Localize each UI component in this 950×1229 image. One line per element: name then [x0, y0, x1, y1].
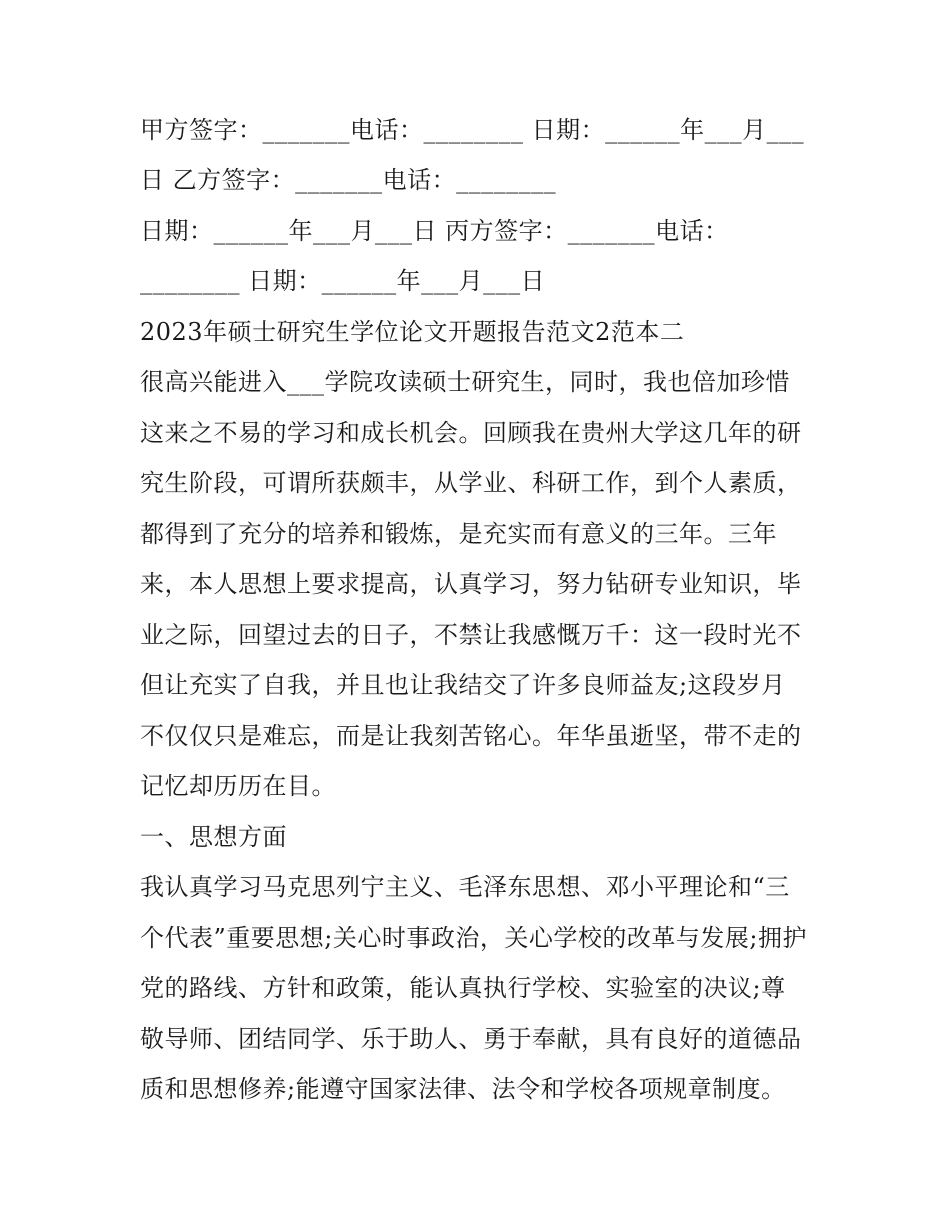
subsection-heading: 一、思想方面 [140, 823, 287, 851]
paragraph-line: 来，本人思想上要求提高，认真学习，努力钻研专业知识，毕 [140, 570, 802, 598]
paragraph-line: 很高兴能进入___学院攻读硕士研究生，同时，我也倍加珍惜 [140, 368, 790, 396]
paragraph-line: 我认真学习马克思列宁主义、毛泽东思想、邓小平理论和“三 [140, 873, 790, 901]
paragraph-line: 都得到了充分的培养和锻炼，是充实而有意义的三年。三年 [140, 520, 777, 548]
paragraph-line: 敬导师、团结同学、乐于助人、勇于奉献，具有良好的道德品 [140, 1025, 802, 1053]
signature-line-party-c: 日期：______年___月___日 丙方签字：_______电话： [140, 217, 729, 245]
paragraph-line: 究生阶段，可谓所获颇丰，从学业、科研工作，到个人素质， [140, 469, 802, 497]
paragraph-line: 党的路线、方针和政策，能认真执行学校、实验室的决议;尊 [140, 974, 786, 1002]
signature-line-party-a: 甲方签字：_______电话：________ 日期：______年___月___ [140, 116, 805, 144]
paragraph-line: 业之际，回望过去的日子，不禁让我感慨万千：这一段时光不 [140, 621, 802, 649]
paragraph-line: 记忆却历历在目。 [140, 772, 336, 800]
paragraph-line: 质和思想修养;能遵守国家法律、法令和学校各项规章制度。 [140, 1075, 786, 1103]
paragraph-line: 但让充实了自我，并且也让我结交了许多良师益友;这段岁月 [140, 671, 786, 699]
signature-line-party-b: 日 乙方签字：_______电话：________ [140, 166, 557, 194]
paragraph-line: 这来之不易的学习和成长机会。回顾我在贵州大学这几年的研 [140, 419, 802, 447]
paragraph-line: 个代表”重要思想;关心时事政治，关心学校的改革与发展;拥护 [140, 924, 807, 952]
paragraph-line: 不仅仅只是难忘，而是让我刻苦铭心。年华虽逝坚，带不走的 [140, 722, 802, 750]
section-title: 2023年硕士研究生学位论文开题报告范文2范本二 [140, 318, 685, 346]
signature-line-date: ________ 日期：______年___月___日 [140, 267, 546, 295]
